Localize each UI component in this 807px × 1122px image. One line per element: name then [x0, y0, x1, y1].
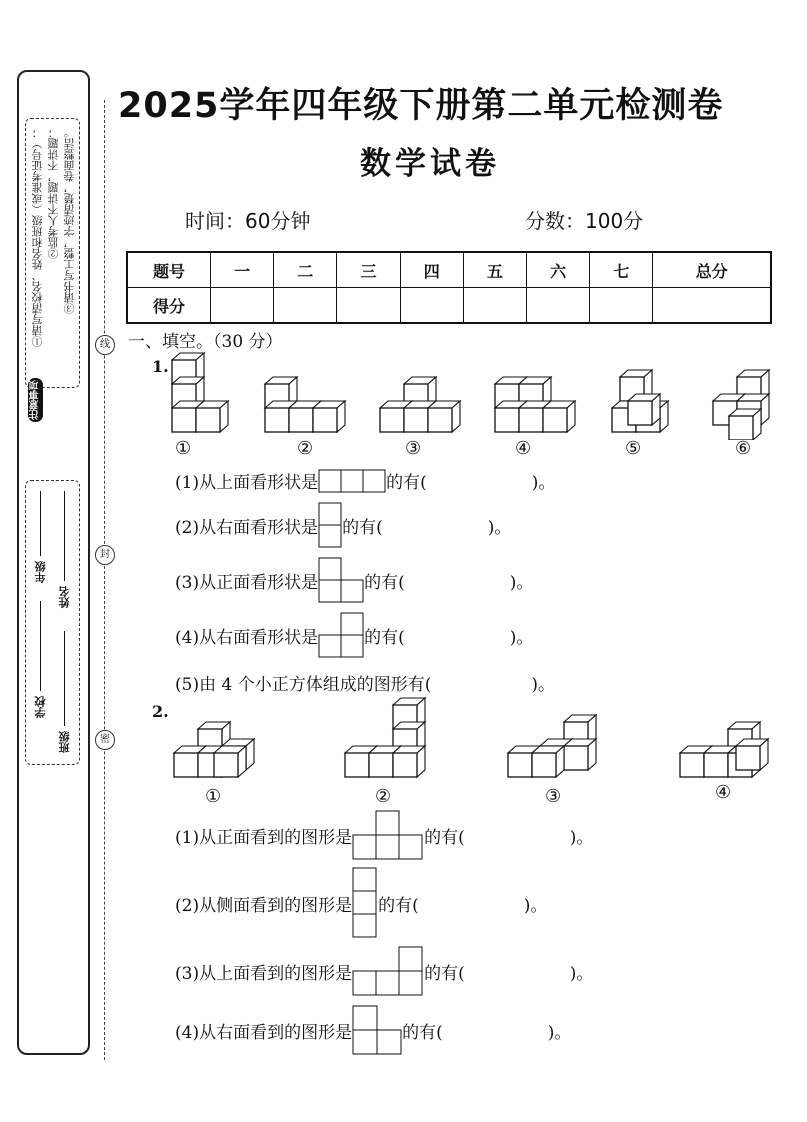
- q2-item-4-prefix: (4)从右面看到的图形是: [175, 1022, 353, 1043]
- score-header-cell: 七: [590, 252, 653, 288]
- q1-item-2-end: )。: [487, 517, 512, 538]
- q2-label-1: ①: [205, 786, 222, 807]
- q2-item-1-end: )。: [569, 827, 594, 848]
- q2-item-4: [175, 1005, 571, 1055]
- solid-4: [495, 377, 575, 432]
- q2-solids-figure: [160, 695, 790, 780]
- solid-5: [612, 370, 668, 432]
- section-heading: 一、填空。（30 分）: [128, 332, 283, 352]
- q1-label-3: ③: [405, 438, 422, 459]
- note-2: ②监考人不讲题，不讲题；: [47, 127, 60, 259]
- score-cell[interactable]: [211, 288, 274, 324]
- name-line: [64, 491, 65, 581]
- q2-item-3-prefix: (3)从上面看到的图形是: [175, 963, 353, 984]
- field-name: 姓名: [58, 586, 71, 608]
- score-header-cell: 三: [337, 252, 400, 288]
- q1-item-5: [175, 670, 555, 695]
- q2-solid-1: [174, 722, 254, 777]
- view-square-block: [352, 1005, 402, 1055]
- view-step-shape: [352, 946, 424, 996]
- score-cell[interactable]: [590, 288, 653, 324]
- score-cell[interactable]: [653, 288, 771, 324]
- q1-label-6: ⑥: [735, 438, 752, 459]
- class-line: [64, 631, 65, 726]
- q1-item-4-suffix: 的有(: [364, 627, 405, 648]
- q2-solid-2: [345, 698, 425, 777]
- cut-mark-secret: 密: [95, 730, 115, 750]
- view-two-column: [318, 502, 342, 548]
- q1-item-2-suffix: 的有(: [342, 517, 383, 538]
- score-header-cell: 六: [527, 252, 590, 288]
- q1-item-3-suffix: 的有(: [364, 572, 405, 593]
- q1-item-3: [175, 557, 533, 603]
- page-title: 2025学年四年级下册第二单元检测卷: [118, 86, 724, 126]
- q1-item-2-prefix: (2)从右面看形状是: [175, 517, 319, 538]
- cut-line: [104, 100, 105, 1060]
- score-row: [127, 288, 771, 324]
- time-label: 时间：60分钟: [185, 209, 311, 233]
- solid-3: [380, 377, 460, 432]
- question-1-number: 1.: [152, 357, 169, 376]
- solid-6: [713, 370, 769, 440]
- cut-mark-seal: 封: [95, 545, 115, 565]
- q2-item-4-suffix: 的有(: [402, 1022, 443, 1043]
- q1-item-4-prefix: (4)从右面看形状是: [175, 627, 319, 648]
- solid-2: [265, 377, 345, 432]
- view-t-shape: [352, 810, 424, 860]
- q1-item-1-prefix: (1)从上面看形状是: [175, 473, 319, 493]
- q2-item-2-suffix: 的有(: [378, 895, 419, 916]
- q2-item-1-prefix: (1)从正面看到的图形是: [175, 827, 353, 848]
- score-header-cell: 二: [274, 252, 337, 288]
- q2-item-1: [175, 810, 593, 860]
- field-school: 学校: [34, 696, 47, 718]
- score-cell[interactable]: [527, 288, 590, 324]
- page-subtitle: 数学试卷: [360, 146, 500, 182]
- q1-item-4: [175, 612, 533, 658]
- q2-solid-3: [508, 715, 596, 777]
- q2-solid-4: [680, 722, 768, 777]
- score-header-cell: 总分: [653, 252, 771, 288]
- grade-line: [40, 491, 41, 556]
- q1-item-3-prefix: (3)从正面看形状是: [175, 572, 319, 593]
- score-header-cell: 五: [463, 252, 526, 288]
- q1-label-4: ④: [515, 438, 532, 459]
- score-header-cell: 四: [400, 252, 463, 288]
- q2-label-4: ④: [715, 782, 732, 803]
- q2-item-1-suffix: 的有(: [424, 827, 465, 848]
- school-line: [40, 601, 41, 691]
- score-cell[interactable]: [274, 288, 337, 324]
- student-info-box: [25, 480, 80, 765]
- q1-label-1: ①: [175, 438, 192, 459]
- score-header-cell: 一: [211, 252, 274, 288]
- score-header-cell: 题号: [127, 252, 211, 288]
- score-table: [126, 251, 772, 324]
- q2-item-4-end: )。: [547, 1022, 572, 1043]
- q2-item-2: [175, 867, 547, 939]
- q1-item-1: [175, 468, 555, 493]
- q2-label-3: ③: [545, 786, 562, 807]
- score-cell[interactable]: [337, 288, 400, 324]
- question-2-number: 2.: [152, 702, 169, 721]
- q1-solids-figure: [160, 350, 790, 440]
- score-label: 分数：100分: [525, 209, 644, 233]
- view-three-column: [352, 867, 378, 939]
- notice-badge: 注意事项: [30, 380, 41, 420]
- view-reverse-l-shape: [318, 612, 364, 658]
- q2-item-2-prefix: (2)从侧面看到的图形是: [175, 895, 353, 916]
- score-cell[interactable]: [463, 288, 526, 324]
- view-three-row: [318, 469, 386, 493]
- q1-item-4-end: )。: [509, 627, 534, 648]
- q2-item-2-end: )。: [523, 895, 548, 916]
- q1-item-3-end: )。: [509, 572, 534, 593]
- field-class: 班级: [58, 731, 71, 753]
- q1-label-2: ②: [297, 438, 314, 459]
- solid-1: [172, 353, 228, 432]
- score-header-row: [127, 252, 771, 288]
- q2-label-2: ②: [375, 786, 392, 807]
- q1-item-1-suffix: 的有(: [386, 473, 427, 493]
- q2-item-3: [175, 946, 593, 996]
- q1-label-5: ⑤: [625, 438, 642, 459]
- field-grade: 年级: [34, 561, 47, 583]
- note-1: ①请写清校名、姓名和班级（或准考证号）；: [31, 127, 44, 347]
- view-l-shape: [318, 557, 364, 603]
- score-row-label: 得分: [127, 288, 211, 324]
- q1-item-5-end: )。: [531, 675, 555, 695]
- q2-item-3-suffix: 的有(: [424, 963, 465, 984]
- q1-item-2: [175, 502, 511, 548]
- q2-item-3-end: )。: [569, 963, 594, 984]
- notes-box: [25, 118, 80, 388]
- q1-item-1-end: )。: [531, 473, 556, 493]
- score-cell[interactable]: [400, 288, 463, 324]
- cut-mark-line: 线: [95, 335, 115, 355]
- note-3: ③请书写工整，字迹清楚，卷面整洁。: [63, 127, 76, 314]
- q1-item-5-prefix: (5)由 4 个小正方体组成的图形有(: [175, 675, 432, 695]
